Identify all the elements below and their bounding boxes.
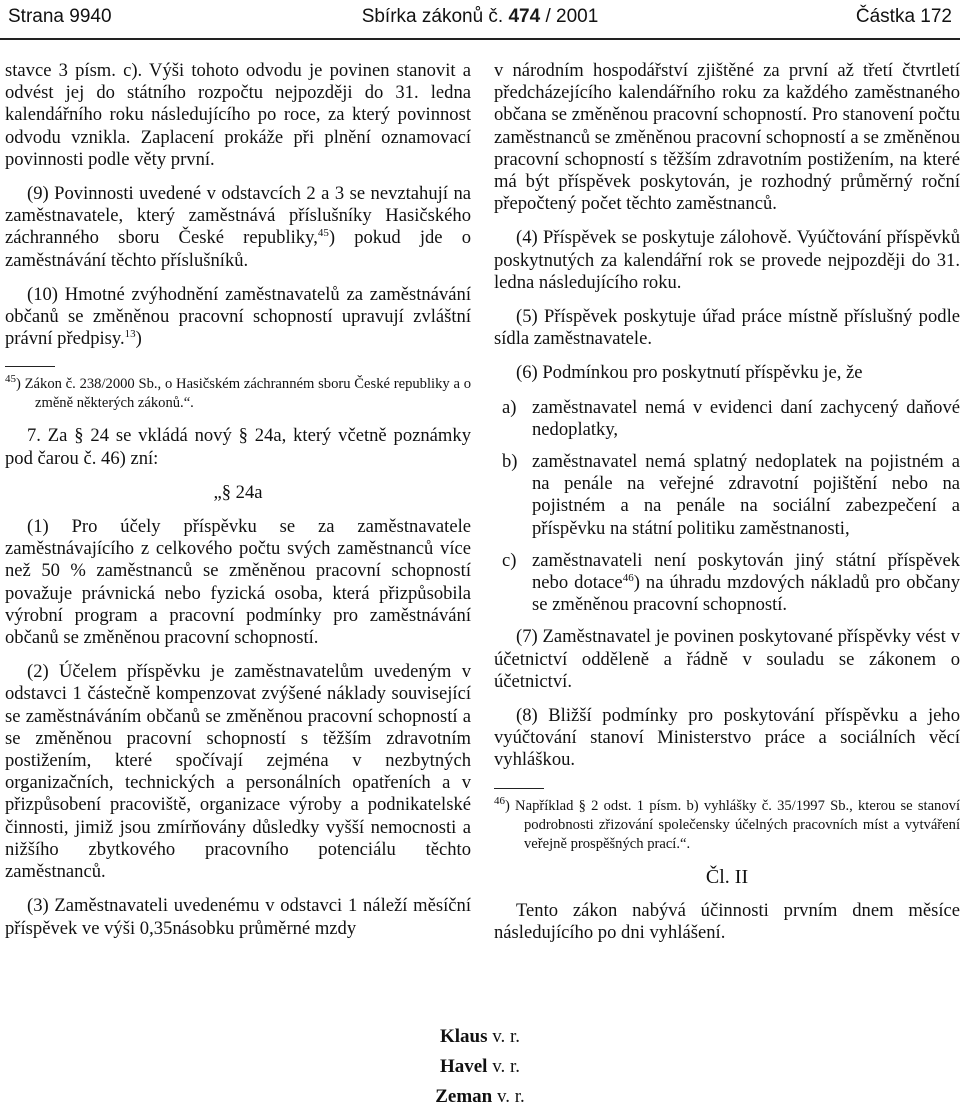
footnote-ref-46: 46 xyxy=(622,571,634,584)
section-paragraph-5: (5) Příspěvek poskytuje úřad práce místně příslušný podle sídla zaměstnavatele. xyxy=(494,306,960,350)
paragraph-continuation-right: v národním hospodářství zjištěné za první až třetí čtvrtletí předcházejícího kalendářního roku za každého zaměstnaného občana se změněnou pracovní schopností. Pro stanovení počtu zaměstnanců se změněnou pracovní schopností a se změněnou pracovní schopností s těžším zdravotním postižením, na které má být příspěvek poskytován, je rozhodný průměrný roční přepočtený počet těchto zaměstnanců. xyxy=(494,60,960,215)
list-mark: b) xyxy=(502,451,518,473)
section-paragraph-7: (7) Zaměstnavatel je povinen poskytované příspěvky vést v účetnictví odděleně a řádně v souladu se zákonem o účetnictví. xyxy=(494,626,960,692)
page-header xyxy=(8,4,952,30)
signature-suffix: v. r. xyxy=(487,1056,521,1077)
footnote-46 xyxy=(494,794,960,854)
list-mark: a) xyxy=(502,396,517,418)
signatures xyxy=(0,1022,960,1112)
footnote-ref-13: 13 xyxy=(124,328,136,341)
paragraph-9-text: (9) Povinnosti uvedené v odstavcích 2 a 3 se nevztahují na zaměstnavatele, který zaměstnává příslušníky Hasičského záchranného sboru České republiky, xyxy=(5,183,471,249)
paragraph-10-text: (10) Hmotné zvýhodnění zaměstnavatelů za zaměstnávání občanů se změněnou pracovní schopností upravují zvláštní právní předpisy. xyxy=(5,283,471,350)
effective-clause: Tento zákon nabývá účinnosti prvním dnem měsíce následujícího po dni vyhlášení. xyxy=(494,899,960,944)
list-mark: c) xyxy=(502,549,517,571)
section-paragraph-6: (6) Podmínkou pro poskytnutí příspěvku je, že xyxy=(516,362,863,384)
list-text: zaměstnavatel nemá v evidenci daní zachycený daňové nedoplatky, xyxy=(532,396,960,440)
list-item-a xyxy=(494,397,960,441)
footnote-rule xyxy=(494,788,544,789)
signature-suffix: v. r. xyxy=(487,1026,521,1047)
section-paragraph-4: (4) Příspěvek se poskytuje zálohově. Vyúčtování příspěvků poskytnutých za kalendářní rok se provede nejpozději do 31. ledna následujícího roku. xyxy=(494,227,960,293)
page-number: Strana 9940 xyxy=(8,6,112,27)
paragraph-continuation: stavce 3 písm. c). Výši tohoto odvodu je povinen stanovit a odvést jej do státního rozpočtu nejpozději do 31. ledna kalendářního roku následujícího po roce, za který povinnost odvodu vznikla. Zaplacení prokáže při plnění oznamovací povinnosti podle věty první. xyxy=(5,60,471,170)
paragraph-10-end: ) xyxy=(135,328,142,350)
footnote-45-mark: 45 xyxy=(5,373,16,386)
footnote-46-text: ) Například § 2 odst. 1 písm. b) vyhlášky č. 35/1997 Sb., kterou se stanoví podrobnosti zřizování společensky účelných pracovních míst a vytváření veřejně prospěšných prací.“. xyxy=(505,797,960,852)
list-item-b xyxy=(494,451,960,540)
part-number: Částka 172 xyxy=(855,6,952,27)
signature-havel xyxy=(0,1052,960,1082)
footnote-46-mark: 46 xyxy=(494,794,505,807)
footnote-ref-45: 45 xyxy=(317,227,329,240)
list-c-text: zaměstnavateli není poskytován jiný státní příspěvek nebo dotace xyxy=(532,549,960,594)
year: / 2001 xyxy=(540,6,599,27)
list-item-c xyxy=(494,550,960,617)
article-heading: Čl. II xyxy=(705,865,749,888)
section-paragraph-2: (2) Účelem příspěvku je zaměstnavatelům uvedeným v odstavci 1 částečně kompenzovat zvýšené náklady související se zaměstnáváním občanů se změněnou pracovní schopností a se změněnou pracovní schopností s těžším zdravotním postižením, které spočívají zejména v nezbytných organizačních, technických a personálních opatřeních a v přizpůsobení pracoviště, organizace výroby a podnikatelské činnosti, jimiž jsou zmírňovány důsledky vyšší nemocnosti a nižšího zbytkového pracovního potenciálu těchto zaměstnanců. xyxy=(5,661,471,883)
footnote-45-text: ) Zákon č. 238/2000 Sb., o Hasičském záchranném sboru České republiky a o změně některých zákonů.“. xyxy=(16,376,471,412)
section-paragraph-3: (3) Zaměstnavateli uvedenému v odstavci 1 náleží měsíční příspěvek ve výši 0,35násobku průměrné mzdy xyxy=(5,895,471,939)
paragraph-9-end: ) pokud jde o zaměstnávání těchto příslušníků. xyxy=(5,227,471,271)
amendment-item-7: 7. Za § 24 se vkládá nový § 24a, který včetně poznámky pod čarou č. 46) zní: xyxy=(5,425,471,469)
header-rule xyxy=(0,38,960,40)
signature-name: Havel xyxy=(439,1056,488,1077)
signature-name: Klaus xyxy=(439,1026,488,1047)
signature-suffix: v. r. xyxy=(492,1086,525,1107)
left-column xyxy=(5,60,471,952)
list-text xyxy=(532,550,960,617)
collection-prefix: Sbírka zákonů č. xyxy=(361,6,509,27)
right-column xyxy=(494,60,960,956)
section-paragraph-1: (1) Pro účely příspěvku se za zaměstnavatele zaměstnávajícího z celkového počtu svých zaměstnanců více než 50 % zaměstnanců se změněnou pracovní schopností považuje právnická nebo fyzická osoba, která přizpůsobila výrobní program a pracovní podmínky pro zaměstnávání občanů se změněnou pracovní schopností. xyxy=(5,516,471,649)
section-paragraph-8: (8) Bližší podmínky pro poskytování příspěvku a jeho vyúčtování stanoví Ministerstvo práce a sociálních věcí vyhláškou. xyxy=(494,705,960,771)
paragraph-9 xyxy=(5,183,471,272)
signature-klaus xyxy=(0,1022,960,1052)
list-c-end: ) na úhradu mzdových nákladů pro občany se změněnou pracovní schopností. xyxy=(532,572,960,616)
signature-zeman xyxy=(0,1082,960,1112)
law-number: 474 xyxy=(508,6,541,27)
collection-title xyxy=(8,4,952,30)
list-text: zaměstnavatel nemá splatný nedoplatek na pojistném a na penále na veřejné zdravotní pojištění nebo na pojistném a na penále na sociální zabezpečení a příspěvku na státní politiku zaměstnanosti, xyxy=(532,451,960,539)
footnote-45 xyxy=(5,375,471,413)
signature-name: Zeman xyxy=(435,1086,493,1107)
footnote-rule xyxy=(5,366,55,367)
section-heading: „§ 24a xyxy=(213,481,263,503)
paragraph-10 xyxy=(5,284,471,351)
